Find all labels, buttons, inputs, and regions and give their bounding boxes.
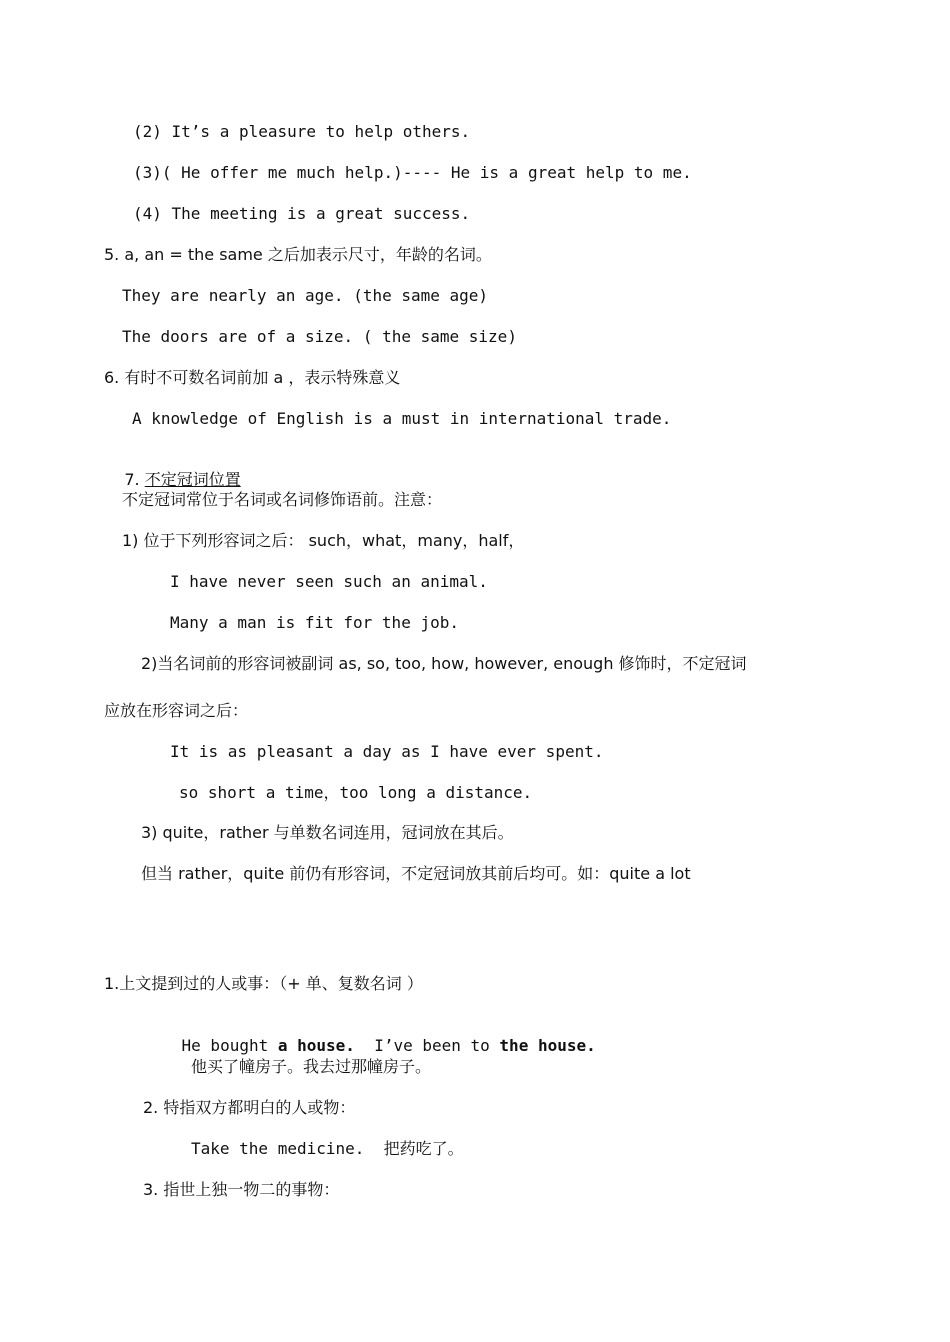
example-same-age: They are nearly an age. (the same age) (122, 286, 489, 305)
rule-7-intro: 不定冠词常位于名词或名词修饰语前。注意： (122, 490, 443, 509)
example-line-3: (3)( He offer me much help.)---- He is a great help to me. (133, 163, 692, 182)
definite-rule-3: 3. 指世上独一物二的事物： (143, 1180, 340, 1199)
example-many-a-man: Many a man is fit for the job. (170, 613, 459, 632)
example-pleasant-day: It is as pleasant a day as I have ever spent. (170, 742, 604, 761)
rule-7-point-1: 1) 位于下列形容词之后： such，what，many，half， (122, 531, 525, 550)
example-house-part-1: He bought (181, 1036, 278, 1055)
rule-7-point-2: 2)当名词前的形容词被副词 as, so, too, how, however, enough 修饰时，不定冠词 (141, 654, 747, 673)
example-house-part-3: I’ve been to (354, 1036, 500, 1055)
example-such-animal: I have never seen such an animal. (170, 572, 488, 591)
rule-7-point-3: 3) quite，rather 与单数名词连用，冠词放在其后。 (141, 823, 514, 842)
definite-rule-2: 2. 特指双方都明白的人或物： (143, 1098, 356, 1117)
rule-7-point-3-note: 但当 rather，quite 前仍有形容词，不定冠词放其前后均可。如：quite a lot (141, 864, 691, 883)
rule-7-title: 不定冠词位置 (144, 470, 241, 489)
rule-5: 5. a, an = the same 之后加表示尺寸，年龄的名词。 (104, 245, 492, 264)
rule-7-point-2-cont: 应放在形容词之后： (104, 701, 249, 720)
example-house-translation: 他买了幢房子。我去过那幢房子。 (191, 1057, 432, 1076)
rule-7-number: 7. (124, 470, 145, 489)
example-medicine: Take the medicine. 把药吃了。 (191, 1139, 464, 1158)
example-knowledge: A knowledge of English is a must in international trade. (132, 409, 672, 428)
example-line-2: (2) It’s a pleasure to help others. (133, 122, 471, 141)
example-same-size: The doors are of a size. ( the same size) (122, 327, 517, 346)
definite-rule-1: 1.上文提到过的人或事：（+ 单、复数名词 ） (104, 974, 423, 993)
rule-6: 6. 有时不可数名词前加 a ，表示特殊意义 (104, 368, 401, 387)
example-line-4: (4) The meeting is a great success. (133, 204, 471, 223)
example-house-part-4: the house. (499, 1036, 596, 1055)
example-short-time: so short a time，too long a distance. (179, 783, 533, 802)
example-house-part-2: a house. (277, 1036, 355, 1055)
